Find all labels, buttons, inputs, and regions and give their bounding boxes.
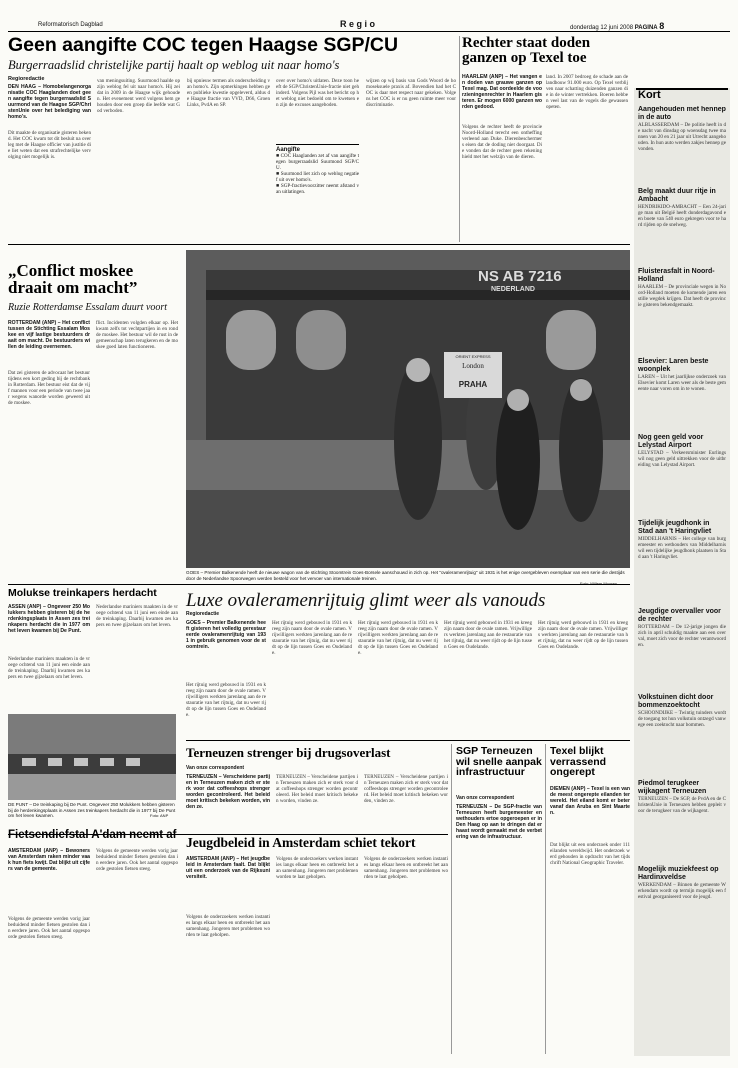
page-number: 8 (659, 21, 665, 31)
kort-list (638, 106, 726, 1050)
art1-body1: Dit maakte de organisatie gisteren bekend. Het COC kwam tot dit besluit na overleg met de Haagse officier van justitie die liet weten dat een strafrechtelijke vervolging niet mogelijk is. (8, 130, 91, 160)
art1-body2: van meningsuiting. Suurmond haalde op zijn weblog fel uit naar homo's. Hij zei dat in 2009 in de Haagse wijk gehouden. Het evenement werd volgens hem gehouden door een groep die leefde wat God verboden. (97, 78, 180, 114)
art3-headline: „Conflict moskee draait om macht” (8, 261, 138, 298)
photo-credit: Foto: Willem Mooren (580, 581, 617, 586)
factbox-frame (276, 144, 359, 195)
art1-body3: bij opnieuw termen als onderscheiding van homo's. Zijn opmerkingen hebben geen publieke kwestie opgeleverd, aldus de Haagse fractie van VVD, D66, GroenLinks, PvdA en SP. (187, 78, 270, 108)
art5-body-col2: Het rijtuig werd gebouwd in 1931 en kreeg zijn naam door de ovale ramen. Vrijwilligers werkten jarenlang aan de restauratie van het rijtuig, dat nu weer rijdt op de lijn tussen Goes en Oudelande. (272, 620, 352, 656)
art1-lead: DEN HAAG – Homobelangenorganisatie COC Haaglanden doet geen aangifte tegen burgerraadslid Suurmond van de Haagse SGP/ChristenUnie over het belediging van homo's. (8, 84, 91, 120)
art2-body1: Volgens de rechter heeft de provincie Noord-Holland terecht een ontheffing verleend aan Duke. Dierenbeschermers eisen dat de doding niet doorgaat. Die vonden dat de rechter geen rekening hield met het welzijn van de dieren. (462, 124, 542, 160)
art7-body: TERNEUZEN – Verscheidene partijen in Terneuzen maken zich er sterk voor dat coffeeshops strenger worden gecontroleerd. Het beleid moet kritisch bekeken worden, vinden ze. (186, 774, 270, 810)
factbox-item: ■ Suurmond liet zich op weblog negatief uit over homo's. (276, 171, 359, 183)
photo-caption: GOES – Premier Balkenende heeft de nieuwe wagon van de stichting Stoomtrein Goes-Borsele aanschouwd in zich op. Het "ovaleramenrijtuig" uit 1931 is het enige overgebleven exemplaar van een serie die destijds door de Nederlandse Spoorwegen werden besteld voor het vervoer van internationale treinen. (186, 570, 625, 581)
kort-item: Piedmol terugkeer wijkagent Terneuzen TERNEUZEN – De SGP, de PvdA en de ChristenUnie in Terneuzen hebben gepleit voor de terugkeer van de wijkagent. (638, 780, 726, 814)
art10-body: Volgens de onderzoekers werken instanties langs elkaar heen en ontbreekt het aan samenhang. Jongeren met problemen worden te laat geholpen. (186, 914, 270, 938)
art7-byline: Van onze correspondent (186, 765, 245, 771)
wagon-number: NS AB 7216 (478, 268, 562, 285)
kort-item: Elsevier: Laren beste woonplek LAREN – Uit het jaarlijkse onderzoek van Elsevier komt Laren weer als de beste gemeente naar voren om in te wonen. (638, 358, 726, 392)
art5-headline: Luxe ovaleramenrijtuig glimt weer als vanouds (186, 590, 546, 611)
masthead-date (570, 21, 664, 31)
art10-body-col3: Volgens de onderzoekers werken instanties langs elkaar heen en ontbreekt het aan samenhang. Jongeren met problemen worden te laat geholpen. (364, 856, 448, 880)
art5-body-col5: Het rijtuig werd gebouwd in 1931 en kreeg zijn naam door de ovale ramen. Vrijwilligers werkten jarenlang aan de restauratie van het rijtuig, dat nu weer rijdt op de lijn tussen Goes en Oudelande. (538, 620, 628, 650)
art1-byline: Regioredactie (8, 76, 45, 82)
kort-item: Fluisterasfalt in Noord-Holland HAARLEM – De provinciale wegen in Noord-Holland moeten de komende jaren een stille wegdek krijgen. Dat heeft de provincie gisteren bekendgemaakt. (638, 268, 726, 308)
art1-body5: wijzen op wij basis van Gods Woord de homoseksuele praxis af. Bovendien had het COC is daar met respect naar gekeken. Volgens het COC is er nu geen ruimte meer voor discriminatie. (366, 78, 456, 108)
art7-body-col3: TERNEUZEN – Verscheidene partijen in Terneuzen maken zich er sterk voor dat coffeeshops strenger worden gecontroleerd. Het beleid moet kritisch bekeken worden, vinden ze. (364, 774, 448, 804)
art9-lead: DIEMEN (ANP) – Texel is een van de meest ongerepte eilanden ter wereld. Het eiland komt er beter vanaf dan Aruba en Sint Maarten. (550, 786, 630, 816)
art4-credit: Foto: ANP (150, 813, 169, 818)
kort-item: Tijdelijk jeugdhonk in Stad aan 't Haringvliet MIDDELHARNIS – Het college van burgemeester en wethouders van Middelharnis wil een tijdelijke jeugdhonk plaatsen in Stad aan 't Haringvliet. (638, 520, 726, 560)
section-name: R e g i o (340, 19, 376, 29)
art5-body-col4: Het rijtuig werd gebouwd in 1931 en kreeg zijn naam door de ovale ramen. Vrijwilligers werkten jarenlang aan de restauratie van het rijtuig, dat nu weer rijdt op de lijn tussen Goes en Oudelande. (444, 620, 532, 650)
train-photo (186, 250, 630, 568)
art10-lead: AMSTERDAM (ANP) – Het jeugdbeleid in Amsterdam faalt. Dat blijkt uit een onderzoek van de Rijksuniversiteit. (186, 856, 270, 880)
art3-body1: Dat zei gisteren de advocaat het bestuur tijdens een kort geding bij de rechtbank in Rotterdam. Het bestuur eist dat de vijf mannen voor een periode van twee jaar wegens wanorde worden geweerd uit de moskee. (8, 370, 90, 406)
art8-byline: Van onze correspondent (456, 795, 515, 801)
art10-body-col2: Volgens de onderzoekers werken instanties langs elkaar heen en ontbreekt het aan samenhang. Jongeren met problemen worden te laat geholpen. (276, 856, 358, 880)
kort-item: Jeugdige overvaller voor de rechter ROTTERDAM – De 12-jarige jongen die zich in april schuldig maakte aan een overval, moet zich voor de rechter verantwoorden. (638, 608, 726, 648)
paper-name: Reformatorisch Dagblad (38, 22, 103, 28)
art1-factbox (276, 78, 359, 240)
kort-item: Nog geen geld voor Lelystad Airport LELYSTAD – Verkeersminister Eurlings wil nog geen geld uittrekken voor de uitbreiding van Lelystad Airport. (638, 434, 726, 468)
art9-body: Dat blijkt uit een onderzoek onder 111 eilanden wereldwijd. Het onderzoek werd gehouden in opdracht van het tijdschrift National Geographic Traveler. (550, 842, 630, 866)
art3-lead: ROTTERDAM (ANP) – Het conflict tussen de Stichting Essalam Moskee en vijf lastige bestuurders draait om macht. De bestuurders willen de leiding overnemen. (8, 320, 90, 350)
art1-subhead: Burgerraadslid christelijke partij haalt op weblog uit naar homo's (8, 58, 340, 72)
issue-date: donderdag 12 juni 2008 (570, 25, 634, 31)
art4-caption: DE PUNT – De treinkaping bij De Punt. Ongeveer 250 Molukkers hebben gisteren bij de herdenkingsplaats in Assen zes treinkapers herdacht die in 1977 bij De Punt om het leven kwamen. (8, 802, 176, 819)
art4-body: Nederlandse mariniers maakten in de vroege ochtend van 11 juni een einde aan de treinkaping. Daarbij kwamen zes kapers en twee gijzelaars om het leven. (8, 656, 90, 680)
art2-headline: Rechter staat doden ganzen op Texel toe (462, 35, 591, 67)
art3-subhead: Ruzie Rotterdamse Essalam duurt voort (8, 302, 168, 313)
art4-body-col2: Nederlandse mariniers maakten in de vroege ochtend van 11 juni een einde aan de treinkaping. Daarbij kwamen zes kapers en twee gijzelaars om het leven. (96, 604, 178, 628)
art2-body2: land. In 2007 bedroeg de schade aan de landbouw 91.000 euro. Op Texel verblijven naar schatting duizenden ganzen die in de winter vertrekken. Boeren hebben veel last van de vogels die gewassen opeten. (546, 74, 628, 110)
kort-item: Volkstuinen dicht door bommenzoektocht SCHOONDIJKE – Twintig tuinders wordt de toegang tot hun volkstuin ontzegd vanwege een zoektocht naar bommen. (638, 694, 726, 728)
art6-body: Volgens de gemeente werden vorig jaar beduidend minder fietsen gestolen dan in eerdere jaren. Ook het aantal opgespoorde gestolen fietsen steeg. (8, 916, 90, 940)
kort-item: Belg maakt duur ritje in Ambacht HENDRIKIDO-AMBACHT – Een 24-jarige man uit België heeft donderdagavond een boete van 540 euro gekregen voor te hard rijden op de snelweg. (638, 188, 726, 228)
factbox-title: Aangifte (276, 147, 300, 153)
section-rule (8, 244, 630, 245)
art6-body-col2: Volgens de gemeente werden vorig jaar beduidend minder fietsen gestolen dan in eerdere jaren. Ook het aantal opgespoorde gestolen fietsen steeg. (96, 848, 178, 872)
art1-body4: over over homo's uitlaten. Deze toon heeft de SGP/ChristenUnie-fractie niet gehinderd. Volgens Pijl was het bericht op het weblog niet bedoeld om te kwetsen en zijn de excuses aangeboden. (276, 78, 359, 108)
art7-headline: Terneuzen strenger bij drugsoverlast (186, 745, 391, 760)
hijack-illustration (8, 714, 176, 800)
column-divider (451, 744, 452, 1054)
factbox-item: ■ SGP-fractievoorzitter neemt afstand van uitlatingen. (276, 183, 359, 195)
art9-headline: Texel blijkt verrassend ongerept (550, 745, 607, 779)
art5-byline: Regioredactie (186, 611, 220, 617)
train-illustration (186, 250, 630, 568)
art8-body: TERNEUZEN – De SGP-fractie van Terneuzen heeft burgemeester en wethouders ertoe opgeroepen er in Den Haag op aan te dringen dat er haast wordt gemaakt met de verbetering van de infrastructuur. (456, 804, 542, 840)
column-divider (459, 36, 460, 242)
kort-title: Kort (638, 89, 661, 101)
art6-headline: Fietsendiefstal A'dam neemt af (8, 829, 177, 841)
kort-item: Mogelijk muziekfeest op Hardinxveldse WERKENDAM – Binnen de gemeente Werkendam wordt op termijn mogelijk een festival georganiseerd voor de jeugd. (638, 866, 726, 900)
plate-brand: ORIENT EXPRESS (455, 354, 491, 359)
plate-city-1: London (462, 362, 484, 370)
art3-body2: flict. Incidenten volgden elkaar op. Het kwam zelfs tot vechtpartijen in en rond de moskee. Het bestuur wil de rust in de gemeenschap laten terugkeren en de moskee goed laten functioneren. (96, 320, 178, 350)
art6-lead: AMSTERDAM (ANP) – Bewoners van Amsterdam raken minder vaak hun fiets kwijt. Dat blijkt uit cijfers van de gemeente. (8, 848, 90, 872)
hijack-photo (8, 714, 176, 800)
art8-headline: SGP Terneuzen wil snelle aanpak infrastructuur (456, 745, 542, 779)
section-rule (186, 740, 630, 741)
section-rule (8, 584, 630, 585)
factbox-item: ■ COC Haaglanden zet af van aangifte tegen burgerraadslid Suurmond SGP/CU. (276, 153, 359, 171)
art2-lead: HAARLEM (ANP) – Het vangen en doden van grauwe ganzen op Texel mag. Dat oordeelde de voorzieningenrechter in Haarlem gisteren. Er mogen 6000 ganzen worden gedood. (462, 74, 542, 110)
plate-city-2: PRAHA (458, 380, 488, 389)
art10-headline: Jeugdbeleid in Amsterdam schiet tekort (186, 835, 416, 850)
wagon-country: NEDERLAND (491, 286, 535, 293)
art4-lead: ASSEN (ANP) – Ongeveer 250 Molukkers hebben gisteren bij de herdenkingsplaats in Assen zes treinkapers herdacht die in 1977 om het leven kwamen bij De Punt. (8, 604, 90, 634)
art5-body: Het rijtuig werd gebouwd in 1931 en kreeg zijn naam door de ovale ramen. Vrijwilligers werkten jarenlang aan de restauratie van het rijtuig, dat nu weer rijdt op de lijn tussen Goes en Oudelande. (186, 682, 266, 718)
column-divider (545, 744, 546, 1054)
art7-body-col2: TERNEUZEN – Verscheidene partijen in Terneuzen maken zich er sterk voor dat coffeeshops strenger worden gecontroleerd. Het beleid moet kritisch bekeken worden, vinden ze. (276, 774, 358, 804)
page-label: PAGINA (634, 25, 658, 31)
art4-headline: Molukse treinkapers herdacht (8, 587, 157, 599)
art1-headline: Geen aangifte COC tegen Haagse SGP/CU (8, 34, 399, 56)
masthead-rule (8, 31, 730, 32)
art5-body-col3: Het rijtuig werd gebouwd in 1931 en kreeg zijn naam door de ovale ramen. Vrijwilligers werkten jarenlang aan de restauratie van het rijtuig, dat nu weer rijdt op de lijn tussen Goes en Oudelande. (358, 620, 438, 656)
art5-lead: GOES – Premier Balkenende heeft gisteren het volledig gerestaureerde ovaleramenrijtuig van 1931 in gebruik genomen voor de stoomtrein. (186, 620, 266, 650)
kort-item: Aangehouden met hennep in de auto ALBLASSERDAM – De politie heeft in de nacht van dinsdag op woensdag twee mannen van 20 en 21 jaar uit Utrecht aangehouden. In hun auto werden zakjes hennep gevonden. (638, 106, 726, 152)
